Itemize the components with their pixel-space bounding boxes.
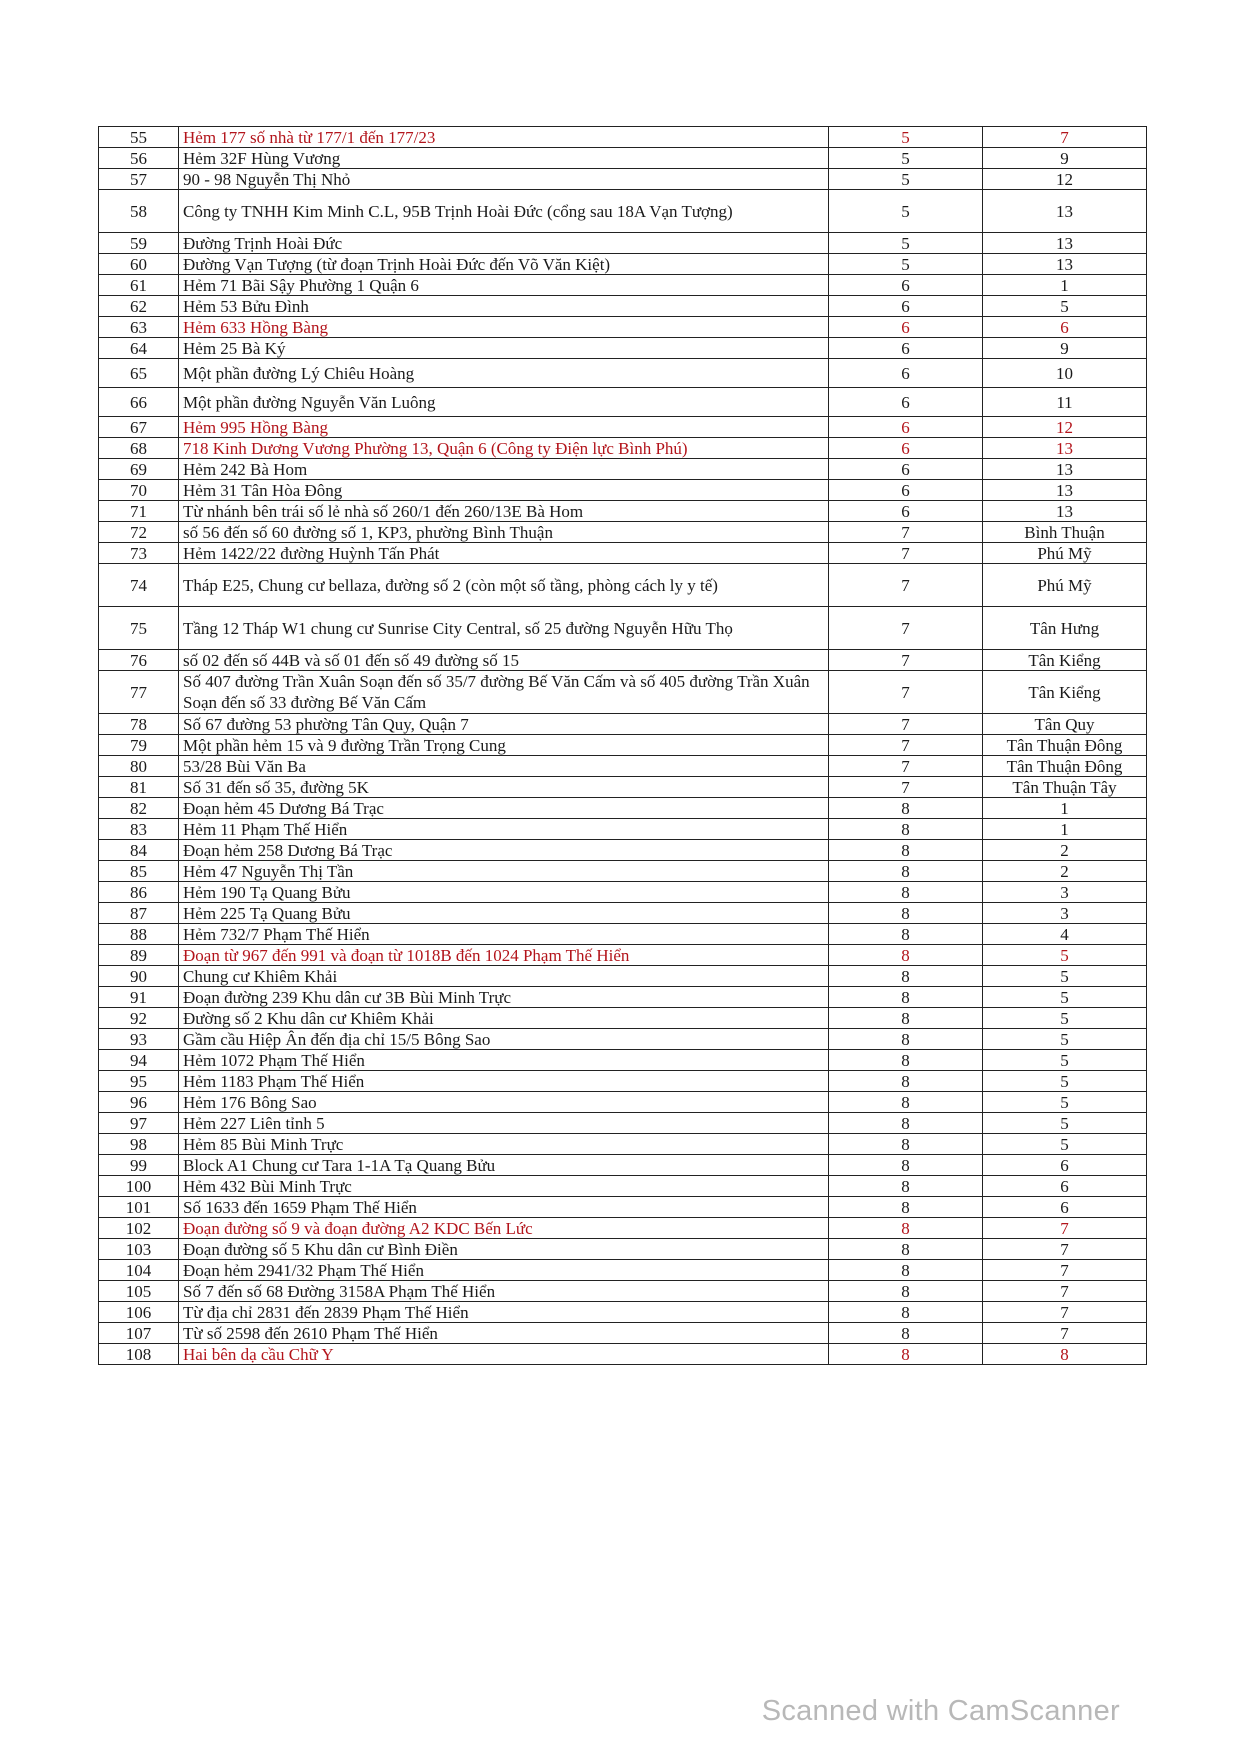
row-number-cell: 66 bbox=[99, 388, 179, 417]
address-cell: Đoạn hẻm 2941/32 Phạm Thế Hiển bbox=[179, 1260, 829, 1281]
district-cell: 6 bbox=[829, 317, 983, 338]
address-cell: Hẻm 177 số nhà từ 177/1 đến 177/23 bbox=[179, 127, 829, 148]
district-cell: 8 bbox=[829, 1302, 983, 1323]
row-number-cell: 55 bbox=[99, 127, 179, 148]
table-row bbox=[99, 1260, 1147, 1281]
ward-cell: 5 bbox=[983, 1008, 1147, 1029]
district-cell: 5 bbox=[829, 148, 983, 169]
address-cell: Đoạn hẻm 258 Dương Bá Trạc bbox=[179, 840, 829, 861]
row-number-cell: 62 bbox=[99, 296, 179, 317]
district-cell: 6 bbox=[829, 459, 983, 480]
district-cell: 6 bbox=[829, 438, 983, 459]
address-cell: Tháp E25, Chung cư bellaza, đường số 2 (còn một số tầng, phòng cách ly y tế) bbox=[179, 564, 829, 607]
address-cell: Số 1633 đến 1659 Phạm Thế Hiển bbox=[179, 1197, 829, 1218]
district-cell: 8 bbox=[829, 903, 983, 924]
address-cell: Từ nhánh bên trái số lẻ nhà số 260/1 đến 260/13E Bà Hom bbox=[179, 501, 829, 522]
address-cell: Hẻm 32F Hùng Vương bbox=[179, 148, 829, 169]
district-cell: 8 bbox=[829, 798, 983, 819]
ward-cell: 5 bbox=[983, 1134, 1147, 1155]
address-cell: Hẻm 53 Bửu Đình bbox=[179, 296, 829, 317]
table-row bbox=[99, 924, 1147, 945]
row-number-cell: 98 bbox=[99, 1134, 179, 1155]
address-cell: Hẻm 633 Hồng Bàng bbox=[179, 317, 829, 338]
ward-cell: 6 bbox=[983, 1176, 1147, 1197]
address-cell: Hẻm 25 Bà Ký bbox=[179, 338, 829, 359]
address-cell: 53/28 Bùi Văn Ba bbox=[179, 756, 829, 777]
table-row bbox=[99, 840, 1147, 861]
table-row bbox=[99, 388, 1147, 417]
address-cell: Số 31 đến số 35, đường 5K bbox=[179, 777, 829, 798]
row-number-cell: 78 bbox=[99, 714, 179, 735]
address-cell: Đoạn đường 239 Khu dân cư 3B Bùi Minh Trực bbox=[179, 987, 829, 1008]
table-row bbox=[99, 254, 1147, 275]
address-cell: Hẻm 732/7 Phạm Thế Hiển bbox=[179, 924, 829, 945]
ward-cell: 5 bbox=[983, 987, 1147, 1008]
district-cell: 8 bbox=[829, 819, 983, 840]
table-row bbox=[99, 1323, 1147, 1344]
district-cell: 8 bbox=[829, 1155, 983, 1176]
district-cell: 6 bbox=[829, 296, 983, 317]
row-number-cell: 106 bbox=[99, 1302, 179, 1323]
table-row bbox=[99, 966, 1147, 987]
district-cell: 8 bbox=[829, 1092, 983, 1113]
ward-cell: 5 bbox=[983, 966, 1147, 987]
ward-cell: 2 bbox=[983, 840, 1147, 861]
table-row bbox=[99, 903, 1147, 924]
ward-cell: 1 bbox=[983, 275, 1147, 296]
ward-cell: 13 bbox=[983, 190, 1147, 233]
row-number-cell: 69 bbox=[99, 459, 179, 480]
row-number-cell: 83 bbox=[99, 819, 179, 840]
table-row bbox=[99, 1092, 1147, 1113]
ward-cell: 5 bbox=[983, 296, 1147, 317]
ward-cell: 12 bbox=[983, 169, 1147, 190]
address-cell: Hẻm 1072 Phạm Thế Hiển bbox=[179, 1050, 829, 1071]
table-row bbox=[99, 1218, 1147, 1239]
ward-cell: 12 bbox=[983, 417, 1147, 438]
district-cell: 8 bbox=[829, 1281, 983, 1302]
ward-cell: 7 bbox=[983, 1281, 1147, 1302]
address-cell: Đường Vạn Tượng (từ đoạn Trịnh Hoài Đức đến Võ Văn Kiệt) bbox=[179, 254, 829, 275]
district-cell: 8 bbox=[829, 1050, 983, 1071]
table-row bbox=[99, 1281, 1147, 1302]
address-cell: Công ty TNHH Kim Minh C.L, 95B Trịnh Hoài Đức (cổng sau 18A Vạn Tượng) bbox=[179, 190, 829, 233]
row-number-cell: 104 bbox=[99, 1260, 179, 1281]
address-cell: Hai bên dạ cầu Chữ Y bbox=[179, 1344, 829, 1365]
district-cell: 7 bbox=[829, 543, 983, 564]
ward-cell: 7 bbox=[983, 1218, 1147, 1239]
ward-cell: 7 bbox=[983, 1323, 1147, 1344]
address-cell: Một phần đường Lý Chiêu Hoàng bbox=[179, 359, 829, 388]
row-number-cell: 61 bbox=[99, 275, 179, 296]
ward-cell: 2 bbox=[983, 861, 1147, 882]
district-cell: 6 bbox=[829, 359, 983, 388]
address-cell: Đoạn đường số 9 và đoạn đường A2 KDC Bến Lức bbox=[179, 1218, 829, 1239]
table-row bbox=[99, 714, 1147, 735]
table-row bbox=[99, 1302, 1147, 1323]
table-row bbox=[99, 275, 1147, 296]
address-cell: Hẻm 11 Phạm Thế Hiển bbox=[179, 819, 829, 840]
address-cell: Từ số 2598 đến 2610 Phạm Thế Hiển bbox=[179, 1323, 829, 1344]
district-cell: 6 bbox=[829, 501, 983, 522]
district-cell: 7 bbox=[829, 522, 983, 543]
ward-cell: Tân Thuận Đông bbox=[983, 756, 1147, 777]
row-number-cell: 77 bbox=[99, 671, 179, 714]
address-cell: Hẻm 47 Nguyễn Thị Tần bbox=[179, 861, 829, 882]
ward-cell: Tân Thuận Tây bbox=[983, 777, 1147, 798]
district-cell: 8 bbox=[829, 966, 983, 987]
row-number-cell: 64 bbox=[99, 338, 179, 359]
address-cell: Gầm cầu Hiệp Ân đến địa chỉ 15/5 Bông Sao bbox=[179, 1029, 829, 1050]
district-cell: 5 bbox=[829, 169, 983, 190]
address-cell: Số 407 đường Trần Xuân Soạn đến số 35/7 đường Bế Văn Cấm và số 405 đường Trần Xuân Soạn đến số 33 đường Bế Văn Cấm bbox=[179, 671, 829, 714]
row-number-cell: 89 bbox=[99, 945, 179, 966]
ward-cell: 7 bbox=[983, 1302, 1147, 1323]
ward-cell: 13 bbox=[983, 501, 1147, 522]
ward-cell: 7 bbox=[983, 1260, 1147, 1281]
ward-cell: Tân Hưng bbox=[983, 607, 1147, 650]
row-number-cell: 65 bbox=[99, 359, 179, 388]
district-cell: 8 bbox=[829, 1134, 983, 1155]
row-number-cell: 100 bbox=[99, 1176, 179, 1197]
address-table-body bbox=[99, 127, 1147, 1365]
district-cell: 7 bbox=[829, 607, 983, 650]
ward-cell: 9 bbox=[983, 148, 1147, 169]
table-row bbox=[99, 882, 1147, 903]
row-number-cell: 107 bbox=[99, 1323, 179, 1344]
district-cell: 5 bbox=[829, 254, 983, 275]
district-cell: 7 bbox=[829, 671, 983, 714]
row-number-cell: 71 bbox=[99, 501, 179, 522]
address-cell: Đường Trịnh Hoài Đức bbox=[179, 233, 829, 254]
ward-cell: 6 bbox=[983, 1155, 1147, 1176]
table-row bbox=[99, 1008, 1147, 1029]
row-number-cell: 93 bbox=[99, 1029, 179, 1050]
ward-cell: 13 bbox=[983, 438, 1147, 459]
address-cell: Hẻm 71 Bãi Sậy Phường 1 Quận 6 bbox=[179, 275, 829, 296]
row-number-cell: 70 bbox=[99, 480, 179, 501]
ward-cell: Phú Mỹ bbox=[983, 543, 1147, 564]
district-cell: 6 bbox=[829, 417, 983, 438]
address-cell: Hẻm 85 Bùi Minh Trực bbox=[179, 1134, 829, 1155]
ward-cell: 9 bbox=[983, 338, 1147, 359]
table-row bbox=[99, 1344, 1147, 1365]
address-cell: Hẻm 995 Hồng Bàng bbox=[179, 417, 829, 438]
table-row bbox=[99, 1155, 1147, 1176]
ward-cell: 5 bbox=[983, 1029, 1147, 1050]
address-cell: Hẻm 225 Tạ Quang Bửu bbox=[179, 903, 829, 924]
row-number-cell: 91 bbox=[99, 987, 179, 1008]
ward-cell: 7 bbox=[983, 127, 1147, 148]
table-row bbox=[99, 564, 1147, 607]
ward-cell: Tân Thuận Đông bbox=[983, 735, 1147, 756]
address-cell: Hẻm 227 Liên tỉnh 5 bbox=[179, 1113, 829, 1134]
district-cell: 8 bbox=[829, 945, 983, 966]
address-cell: Từ địa chỉ 2831 đến 2839 Phạm Thế Hiển bbox=[179, 1302, 829, 1323]
table-row bbox=[99, 148, 1147, 169]
district-cell: 8 bbox=[829, 840, 983, 861]
address-cell: Hẻm 176 Bông Sao bbox=[179, 1092, 829, 1113]
table-row bbox=[99, 1197, 1147, 1218]
district-cell: 8 bbox=[829, 1197, 983, 1218]
row-number-cell: 80 bbox=[99, 756, 179, 777]
table-row bbox=[99, 417, 1147, 438]
row-number-cell: 103 bbox=[99, 1239, 179, 1260]
ward-cell: 10 bbox=[983, 359, 1147, 388]
table-row bbox=[99, 756, 1147, 777]
address-cell: Một phần đường Nguyễn Văn Luông bbox=[179, 388, 829, 417]
district-cell: 8 bbox=[829, 1344, 983, 1365]
district-cell: 8 bbox=[829, 1260, 983, 1281]
ward-cell: 13 bbox=[983, 233, 1147, 254]
ward-cell: 13 bbox=[983, 480, 1147, 501]
district-cell: 8 bbox=[829, 882, 983, 903]
row-number-cell: 90 bbox=[99, 966, 179, 987]
table-row bbox=[99, 169, 1147, 190]
row-number-cell: 101 bbox=[99, 1197, 179, 1218]
district-cell: 8 bbox=[829, 1323, 983, 1344]
table-row bbox=[99, 1029, 1147, 1050]
row-number-cell: 72 bbox=[99, 522, 179, 543]
ward-cell: 5 bbox=[983, 945, 1147, 966]
district-cell: 8 bbox=[829, 1029, 983, 1050]
address-cell: Hẻm 1422/22 đường Huỳnh Tấn Phát bbox=[179, 543, 829, 564]
table-row bbox=[99, 1113, 1147, 1134]
row-number-cell: 68 bbox=[99, 438, 179, 459]
row-number-cell: 96 bbox=[99, 1092, 179, 1113]
district-cell: 8 bbox=[829, 1176, 983, 1197]
district-cell: 8 bbox=[829, 987, 983, 1008]
table-row bbox=[99, 359, 1147, 388]
address-cell: Hẻm 190 Tạ Quang Bửu bbox=[179, 882, 829, 903]
district-cell: 7 bbox=[829, 756, 983, 777]
table-row bbox=[99, 1071, 1147, 1092]
table-row bbox=[99, 317, 1147, 338]
address-cell: Số 67 đường 53 phường Tân Quy, Quận 7 bbox=[179, 714, 829, 735]
row-number-cell: 58 bbox=[99, 190, 179, 233]
row-number-cell: 92 bbox=[99, 1008, 179, 1029]
row-number-cell: 67 bbox=[99, 417, 179, 438]
ward-cell: Tân Kiểng bbox=[983, 650, 1147, 671]
ward-cell: 5 bbox=[983, 1050, 1147, 1071]
table-row bbox=[99, 1176, 1147, 1197]
table-row bbox=[99, 607, 1147, 650]
ward-cell: 5 bbox=[983, 1113, 1147, 1134]
district-cell: 8 bbox=[829, 1239, 983, 1260]
row-number-cell: 57 bbox=[99, 169, 179, 190]
row-number-cell: 56 bbox=[99, 148, 179, 169]
row-number-cell: 81 bbox=[99, 777, 179, 798]
ward-cell: 6 bbox=[983, 1197, 1147, 1218]
district-cell: 6 bbox=[829, 275, 983, 296]
table-row bbox=[99, 338, 1147, 359]
row-number-cell: 95 bbox=[99, 1071, 179, 1092]
row-number-cell: 99 bbox=[99, 1155, 179, 1176]
district-cell: 8 bbox=[829, 1008, 983, 1029]
address-cell: Chung cư Khiêm Khải bbox=[179, 966, 829, 987]
district-cell: 8 bbox=[829, 1071, 983, 1092]
row-number-cell: 108 bbox=[99, 1344, 179, 1365]
address-cell: 90 - 98 Nguyễn Thị Nhỏ bbox=[179, 169, 829, 190]
district-cell: 6 bbox=[829, 338, 983, 359]
row-number-cell: 73 bbox=[99, 543, 179, 564]
address-table bbox=[98, 126, 1147, 1365]
table-row bbox=[99, 945, 1147, 966]
table-row bbox=[99, 861, 1147, 882]
ward-cell: 4 bbox=[983, 924, 1147, 945]
district-cell: 6 bbox=[829, 480, 983, 501]
address-cell: Đoạn đường số 5 Khu dân cư Bình Điền bbox=[179, 1239, 829, 1260]
address-cell: số 56 đến số 60 đường số 1, KP3, phường Bình Thuận bbox=[179, 522, 829, 543]
ward-cell: Phú Mỹ bbox=[983, 564, 1147, 607]
table-row bbox=[99, 459, 1147, 480]
district-cell: 7 bbox=[829, 650, 983, 671]
address-cell: Hẻm 31 Tân Hòa Đông bbox=[179, 480, 829, 501]
address-cell: Đường số 2 Khu dân cư Khiêm Khải bbox=[179, 1008, 829, 1029]
district-cell: 6 bbox=[829, 388, 983, 417]
table-row bbox=[99, 480, 1147, 501]
district-cell: 8 bbox=[829, 1113, 983, 1134]
district-cell: 8 bbox=[829, 1218, 983, 1239]
address-cell: Block A1 Chung cư Tara 1-1A Tạ Quang Bửu bbox=[179, 1155, 829, 1176]
row-number-cell: 97 bbox=[99, 1113, 179, 1134]
ward-cell: 1 bbox=[983, 819, 1147, 840]
table-row bbox=[99, 296, 1147, 317]
row-number-cell: 84 bbox=[99, 840, 179, 861]
table-row bbox=[99, 650, 1147, 671]
ward-cell: 1 bbox=[983, 798, 1147, 819]
table-row bbox=[99, 1134, 1147, 1155]
district-cell: 7 bbox=[829, 777, 983, 798]
ward-cell: 5 bbox=[983, 1092, 1147, 1113]
ward-cell: Tân Kiểng bbox=[983, 671, 1147, 714]
table-row bbox=[99, 1050, 1147, 1071]
row-number-cell: 59 bbox=[99, 233, 179, 254]
address-cell: Đoạn hẻm 45 Dương Bá Trạc bbox=[179, 798, 829, 819]
table-row bbox=[99, 777, 1147, 798]
ward-cell: 11 bbox=[983, 388, 1147, 417]
row-number-cell: 86 bbox=[99, 882, 179, 903]
ward-cell: 8 bbox=[983, 1344, 1147, 1365]
table-row bbox=[99, 987, 1147, 1008]
ward-cell: 7 bbox=[983, 1239, 1147, 1260]
ward-cell: 13 bbox=[983, 254, 1147, 275]
ward-cell: 6 bbox=[983, 317, 1147, 338]
district-cell: 5 bbox=[829, 233, 983, 254]
ward-cell: Bình Thuận bbox=[983, 522, 1147, 543]
ward-cell: 3 bbox=[983, 882, 1147, 903]
address-cell: số 02 đến số 44B và số 01 đến số 49 đường số 15 bbox=[179, 650, 829, 671]
row-number-cell: 60 bbox=[99, 254, 179, 275]
ward-cell: 3 bbox=[983, 903, 1147, 924]
district-cell: 7 bbox=[829, 714, 983, 735]
table-row bbox=[99, 798, 1147, 819]
table-row bbox=[99, 127, 1147, 148]
table-row bbox=[99, 501, 1147, 522]
table-row bbox=[99, 233, 1147, 254]
address-cell: Hẻm 1183 Phạm Thế Hiển bbox=[179, 1071, 829, 1092]
table-row bbox=[99, 438, 1147, 459]
district-cell: 8 bbox=[829, 861, 983, 882]
scanner-watermark: Scanned with CamScanner bbox=[761, 1695, 1120, 1727]
address-cell: Một phần hẻm 15 và 9 đường Trần Trọng Cung bbox=[179, 735, 829, 756]
row-number-cell: 102 bbox=[99, 1218, 179, 1239]
row-number-cell: 74 bbox=[99, 564, 179, 607]
address-cell: Hẻm 242 Bà Hom bbox=[179, 459, 829, 480]
address-cell: Hẻm 432 Bùi Minh Trực bbox=[179, 1176, 829, 1197]
district-cell: 5 bbox=[829, 190, 983, 233]
table-row bbox=[99, 543, 1147, 564]
table-row bbox=[99, 671, 1147, 714]
row-number-cell: 85 bbox=[99, 861, 179, 882]
row-number-cell: 79 bbox=[99, 735, 179, 756]
row-number-cell: 87 bbox=[99, 903, 179, 924]
row-number-cell: 94 bbox=[99, 1050, 179, 1071]
row-number-cell: 63 bbox=[99, 317, 179, 338]
address-cell: Đoạn từ 967 đến 991 và đoạn từ 1018B đến 1024 Phạm Thế Hiển bbox=[179, 945, 829, 966]
district-cell: 7 bbox=[829, 564, 983, 607]
table-row bbox=[99, 1239, 1147, 1260]
row-number-cell: 76 bbox=[99, 650, 179, 671]
ward-cell: 5 bbox=[983, 1071, 1147, 1092]
district-cell: 8 bbox=[829, 924, 983, 945]
address-cell: 718 Kinh Dương Vương Phường 13, Quận 6 (Công ty Điện lực Bình Phú) bbox=[179, 438, 829, 459]
row-number-cell: 105 bbox=[99, 1281, 179, 1302]
district-cell: 7 bbox=[829, 735, 983, 756]
row-number-cell: 75 bbox=[99, 607, 179, 650]
district-cell: 5 bbox=[829, 127, 983, 148]
table-row bbox=[99, 190, 1147, 233]
table-row bbox=[99, 522, 1147, 543]
table-row bbox=[99, 819, 1147, 840]
row-number-cell: 82 bbox=[99, 798, 179, 819]
table-row bbox=[99, 735, 1147, 756]
address-cell: Tầng 12 Tháp W1 chung cư Sunrise City Central, số 25 đường Nguyễn Hữu Thọ bbox=[179, 607, 829, 650]
ward-cell: 13 bbox=[983, 459, 1147, 480]
address-cell: Số 7 đến số 68 Đường 3158A Phạm Thế Hiển bbox=[179, 1281, 829, 1302]
ward-cell: Tân Quy bbox=[983, 714, 1147, 735]
row-number-cell: 88 bbox=[99, 924, 179, 945]
